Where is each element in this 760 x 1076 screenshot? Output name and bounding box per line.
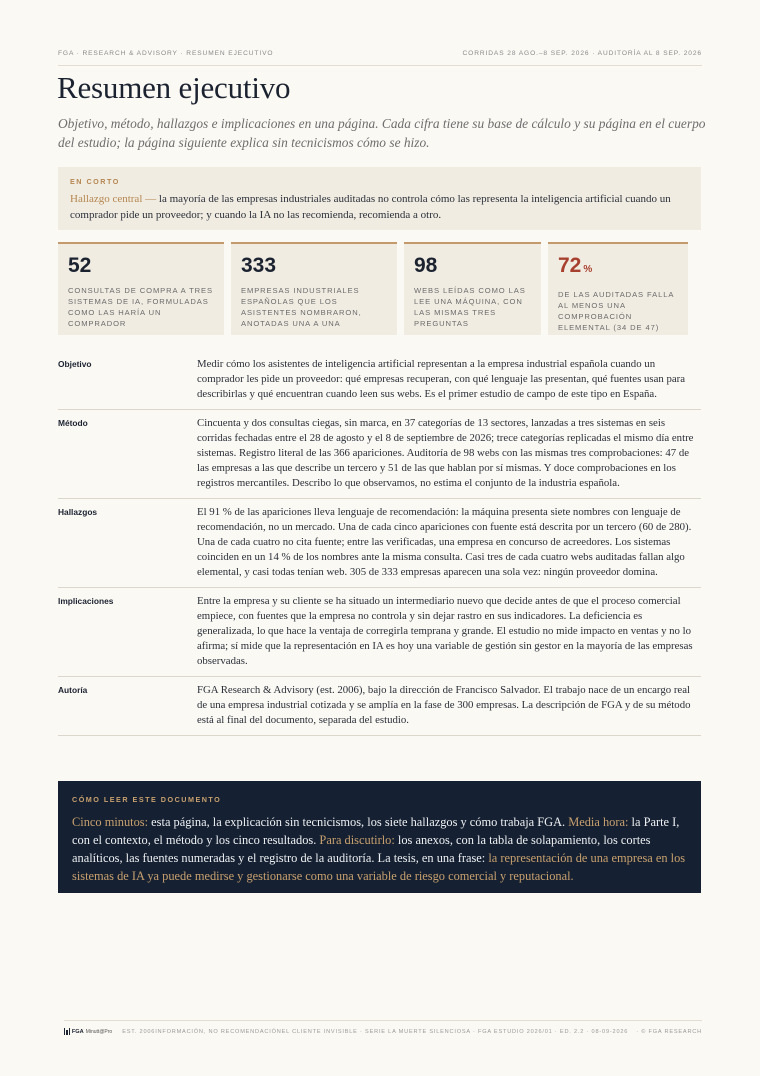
footer-text: EST. 2006INFORMACIÓN, NO RECOMENDACIÓNEL CLIENTE INVISIBLE · SERIE LA MUERTE SILENCIOSA · FGA ESTUDIO 2026/01 · ED. 2.2 · 08-09-2026 — [122, 1028, 629, 1035]
running-header — [58, 50, 702, 66]
section-metodo — [58, 410, 701, 499]
section-text: FGA Research & Advisory (est. 2006), bajo la dirección de Francisco Salvador. El trabajo nace de un encargo real de una empresa industrial cotizada y se amplía en la fase de 300 empresas. La descripción de FGA y de su método está al final del documento, separada del estudio. — [197, 684, 691, 726]
header-left: FGA · RESEARCH & ADVISORY · RESUMEN EJECUTIVO — [58, 50, 274, 57]
stat-card-fallan — [548, 242, 688, 335]
stat-value: 72 % — [558, 254, 593, 277]
lede-paragraph: Objetivo, método, hallazgos e implicaciones en una página. Cada cifra tiene su base de cálculo y su página en el cuerpo del estudio; la página siguiente explica sin tecnicismos cómo se hizo. — [58, 116, 706, 150]
section-implicaciones — [58, 588, 701, 677]
how-to-read-label: CÓMO LEER ESTE DOCUMENTO — [72, 795, 222, 804]
stat-value: 52 — [68, 254, 92, 277]
en-corto-text — [70, 192, 689, 223]
stat-value: 98 — [414, 254, 438, 277]
en-corto-box — [58, 167, 701, 230]
how-to-read-box — [58, 781, 701, 893]
summary-sections — [58, 351, 701, 736]
how-to-read-text: Cinco minutos: esta página, la explicación sin tecnicismos, los siete hallazgos y cómo trabaja FGA. Media hora: la Parte I, con el contexto, el método y los cinco resultados. Para discutirlo: los anexos, con la tabla de solapamiento, los cortes analíticos, las fuentes numeradas y el registro de la auditoría. La tesis, en una frase: la representación de una empresa en los sistemas de IA ya puede medirse y gestionarse como una variable de riesgo comercial y reputacional. — [72, 815, 686, 883]
page-title: Resumen ejecutivo — [57, 70, 291, 105]
stat-caption: WEBS LEÍDAS COMO LAS LEE UNA MÁQUINA, CON LAS MISMAS TRES PREGUNTAS — [414, 286, 526, 328]
section-text: Entre la empresa y su cliente se ha situado un intermediario nuevo que decide antes de que el proceso comercial empiece, con fuentes que la empresa no controla y sin dejar rastro en sus indicadores. La deficiencia es generalizada, lo que hace la ventaja de corregirla temprana y grande. El estudio no mide impacto en ventas y no lo afirma; sí mide que la representación en IA es hoy una variable de gestión sin gestor en la mayoría de las empresas observadas. — [197, 595, 693, 667]
stats-row — [58, 242, 688, 335]
stat-card-consultas — [58, 242, 224, 335]
section-objetivo — [58, 351, 701, 410]
section-text: Medir cómo los asistentes de inteligencia artificial representan a la empresa industrial española cuando un comprador les pide un proveedor: qué empresas recuperan, con qué lenguaje las presentan, qué fuentes usan para describirlas y qué encuentran cuando leen sus webs. Es el primer estudio de campo de este tipo en España. — [197, 358, 686, 400]
section-label: Objetivo — [58, 359, 92, 369]
fga-logo: FGA Minutt@Pro — [64, 1028, 112, 1035]
stat-card-webs — [404, 242, 541, 335]
section-autoria — [58, 677, 701, 736]
stat-unit: % — [583, 264, 593, 275]
footer-copyright: · © FGA RESEARCH — [636, 1028, 702, 1035]
en-corto-highlight: Hallazgo central — — [70, 193, 157, 205]
stat-value: 333 — [241, 254, 277, 277]
stat-caption: CONSULTAS DE COMPRA A TRES SISTEMAS DE IA, FORMULADAS COMO LAS HARÍA UN COMPRADOR — [68, 286, 213, 328]
section-hallazgos — [58, 499, 701, 588]
bars-icon — [64, 1028, 70, 1035]
section-label: Autoría — [58, 685, 88, 695]
stat-caption: EMPRESAS INDUSTRIALES ESPAÑOLAS QUE LOS ASISTENTES NOMBRARON, ANOTADAS UNA A UNA — [241, 286, 362, 328]
header-right: CORRIDAS 28 AGO.–8 SEP. 2026 · AUDITORÍA AL 8 SEP. 2026 — [462, 50, 702, 57]
stat-card-empresas — [231, 242, 397, 335]
section-text: Cincuenta y dos consultas ciegas, sin marca, en 37 categorías de 13 sectores, lanzadas a tres sistemas en seis corridas fechadas entre el 28 de agosto y el 8 de septiembre de 2026; trece categorías replicadas el mismo día entre sistemas. Registro literal de las 366 apariciones. Auditoría de 98 webs con las mismas tres comprobaciones: 47 de las empresas a las que describe un tercero y 51 de las que hablan por sí mismas. Y doce comprobaciones en los registros mercantiles. Describo lo que observamos, no estima el conjunto de la industria española. — [197, 417, 694, 489]
section-label: Hallazgos — [58, 507, 98, 517]
en-corto-body: la mayoría de las empresas industriales auditadas no controla cómo las representa la inteligencia artificial cuando un comprador pide un proveedor; y cuando la IA no las recomienda, recomienda a otro. — [70, 193, 671, 221]
section-label: Implicaciones — [58, 596, 114, 606]
section-label: Método — [58, 418, 88, 428]
en-corto-label: EN CORTO — [70, 177, 120, 186]
stat-caption: DE LAS AUDITADAS FALLA AL MENOS UNA COMPROBACIÓN ELEMENTAL (34 DE 47) — [558, 290, 674, 332]
page-footer — [64, 1020, 702, 1036]
section-text: El 91 % de las apariciones lleva lenguaje de recomendación: la máquina presenta siete nombres con lenguaje de recomendación, no un mercado. Una de cada cinco apariciones con fuente está descrita por un tercero (60 de 280). Una de cada cuatro no cita fuente; entre las verificadas, una empresa en concurso de acreedores. Los sistemas coinciden en un 14 % de los nombres ante la misma consulta. Casi tres de cada cuatro webs auditadas fallan algo elemental, y casi todas tenían web. 305 de 333 empresas aparecen una sola vez: ningún proveedor domina. — [197, 506, 692, 578]
